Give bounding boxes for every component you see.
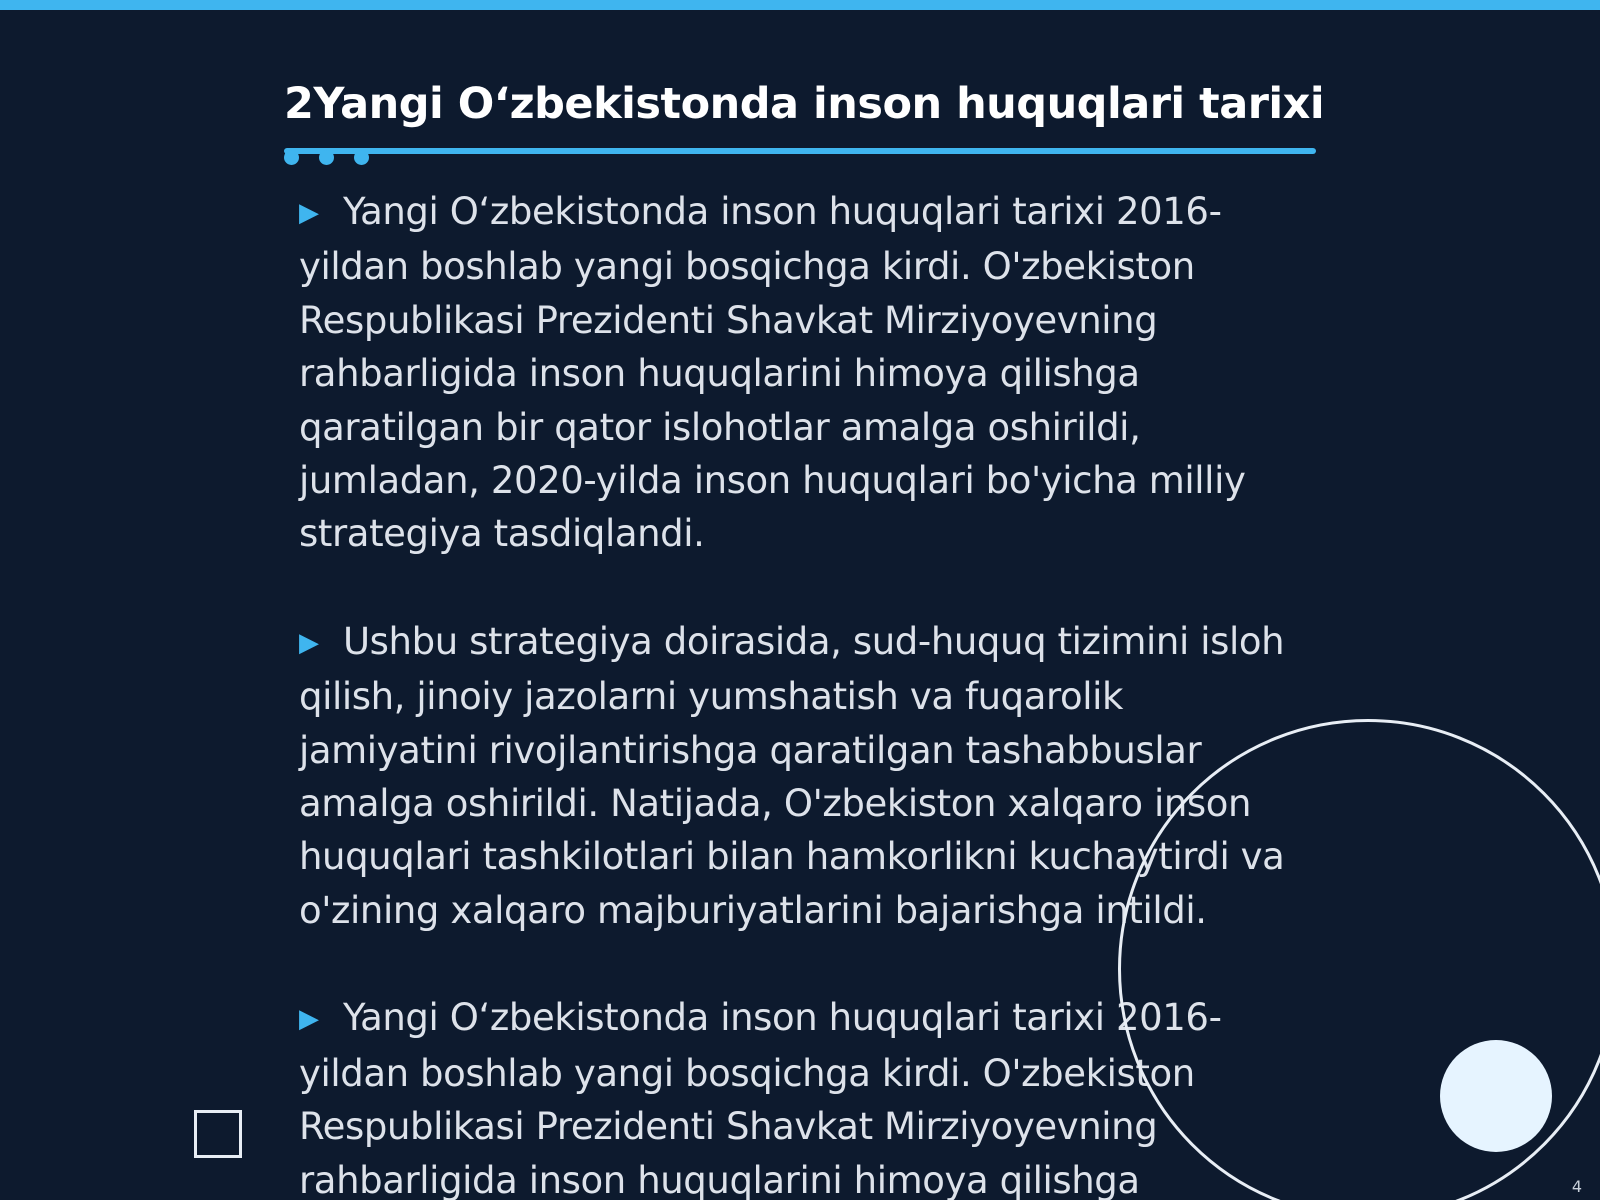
paragraph-text: Ushbu strategiya doirasida, sud-huquq tizimini isloh qilish, jinoiy jazolarni yumshatish va fuqarolik jamiyatini rivojlantirishga qaratilgan tashabbuslar amalga oshirildi. Natijada, O'zbekiston xalqaro inson huquqlari tashkilotlari bilan hamkorlikni kuchaytirdi va o'zining xalqaro majburiyatlarini bajarishga intildi. [299,619,1285,932]
title-underline [284,148,1316,154]
title-dot [284,150,299,165]
decorative-filled-circle [1440,1040,1552,1152]
triangle-bullet-icon: ▶ [299,198,319,228]
page-number: 4 [1571,1177,1582,1196]
slide-title: 2Yangi O‘zbekistonda inson huquqlari tarixi [284,79,1325,129]
title-dot [319,150,334,165]
paragraph-text: Yangi O‘zbekistonda inson huquqlari tarixi 2016-yildan boshlab yangi bosqichga kirdi. O'zbekiston Respublikasi Prezidenti Shavkat Mirziyoyevning rahbarligida inson huquqlarini himoya qilishga [299,996,1222,1200]
title-dot [354,150,369,165]
triangle-bullet-icon: ▶ [299,627,319,658]
body-paragraph [299,185,1309,561]
paragraph-text: Yangi O‘zbekistonda inson huquqlari tarixi 2016-yildan boshlab yangi bosqichga kirdi. O'zbekiston Respublikasi Prezidenti Shavkat Mirziyoyevning rahbarligida inson huquqlarini himoya qilishga qaratilgan bir qator islohotlar amalga oshirildi, jumladan, 2020-yilda inson huquqlari bo'yicha milliy strategiya tasdiqlandi. [299,190,1246,556]
top-accent-bar [0,0,1600,10]
triangle-bullet-icon: ▶ [299,1004,319,1035]
decorative-outline-square [194,1110,242,1158]
